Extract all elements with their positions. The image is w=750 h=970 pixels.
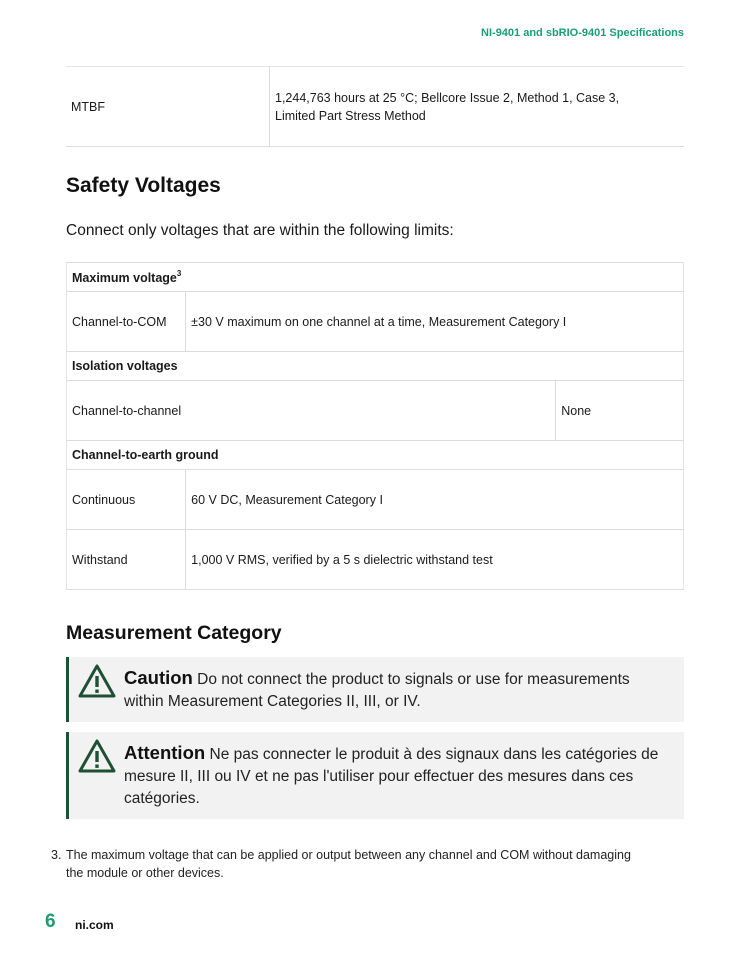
- continuous-value: 60 V DC, Measurement Category I: [186, 470, 684, 530]
- caution-text-block: [124, 667, 660, 713]
- attention-text-block: [124, 742, 660, 810]
- attention-note: [66, 732, 684, 819]
- mtbf-table: [66, 66, 684, 147]
- attention-body: Ne pas connecter le produit à des signaux dans les catégories de mesure II, III ou IV et ne pas l'utiliser pour effectuer des mesures dans ces catégories.: [124, 746, 659, 807]
- safety-voltages-intro: Connect only voltages that are within the following limits:: [66, 222, 454, 239]
- withstand-value: 1,000 V RMS, verified by a 5 s dielectric withstand test: [186, 530, 684, 590]
- page-number: 6: [45, 911, 56, 932]
- footnote-ref[interactable]: 3: [176, 269, 182, 278]
- channel-to-com-label: Channel-to-COM: [67, 292, 186, 352]
- mtbf-value: [270, 67, 685, 147]
- table-section-earth-ground: [67, 441, 684, 470]
- channel-to-channel-value: None: [556, 381, 684, 441]
- table-row: [67, 381, 684, 441]
- mtbf-value-line2: Limited Part Stress Method: [275, 108, 426, 123]
- footnote: [51, 846, 651, 882]
- max-voltage-header-text: Maximum voltage: [72, 271, 177, 285]
- caution-body: Do not connect the product to signals or use for measurements within Measurement Categories II, III, or IV.: [124, 671, 630, 710]
- caution-title: Caution: [124, 667, 193, 688]
- table-row: [67, 470, 684, 530]
- continuous-label: Continuous: [67, 470, 186, 530]
- footnote-text: The maximum voltage that can be applied or output between any channel and COM without damaging the module or other devices.: [66, 848, 631, 880]
- safety-voltages-heading: Safety Voltages: [66, 174, 221, 197]
- mtbf-value-line1: 1,244,763 hours at 25 °C; Bellcore Issue 2, Method 1, Case 3,: [275, 90, 620, 105]
- footer-site-link[interactable]: ni.com: [75, 918, 114, 932]
- max-voltage-header: [67, 263, 684, 292]
- measurement-category-heading: Measurement Category: [66, 622, 282, 644]
- footnote-number: 3.: [51, 848, 62, 862]
- table-row: [66, 67, 684, 147]
- table-row: [67, 530, 684, 590]
- isolation-voltages-header: Isolation voltages: [67, 352, 684, 381]
- mtbf-label: MTBF: [66, 67, 270, 147]
- attention-title: Attention: [124, 742, 206, 763]
- table-section-isolation: [67, 352, 684, 381]
- channel-to-channel-label: Channel-to-channel: [67, 381, 556, 441]
- table-section-max-voltage: [67, 263, 684, 292]
- running-header-title: NI-9401 and sbRIO-9401 Specifications: [481, 27, 684, 39]
- channel-to-com-value: ±30 V maximum on one channel at a time, Measurement Category I: [186, 292, 684, 352]
- table-row: [67, 292, 684, 352]
- warning-triangle-icon: [77, 738, 117, 774]
- withstand-label: Withstand: [67, 530, 186, 590]
- channel-to-earth-ground-header: Channel-to-earth ground: [67, 441, 684, 470]
- safety-voltages-table: [66, 262, 684, 590]
- warning-triangle-icon: [77, 663, 117, 699]
- caution-note: [66, 657, 684, 722]
